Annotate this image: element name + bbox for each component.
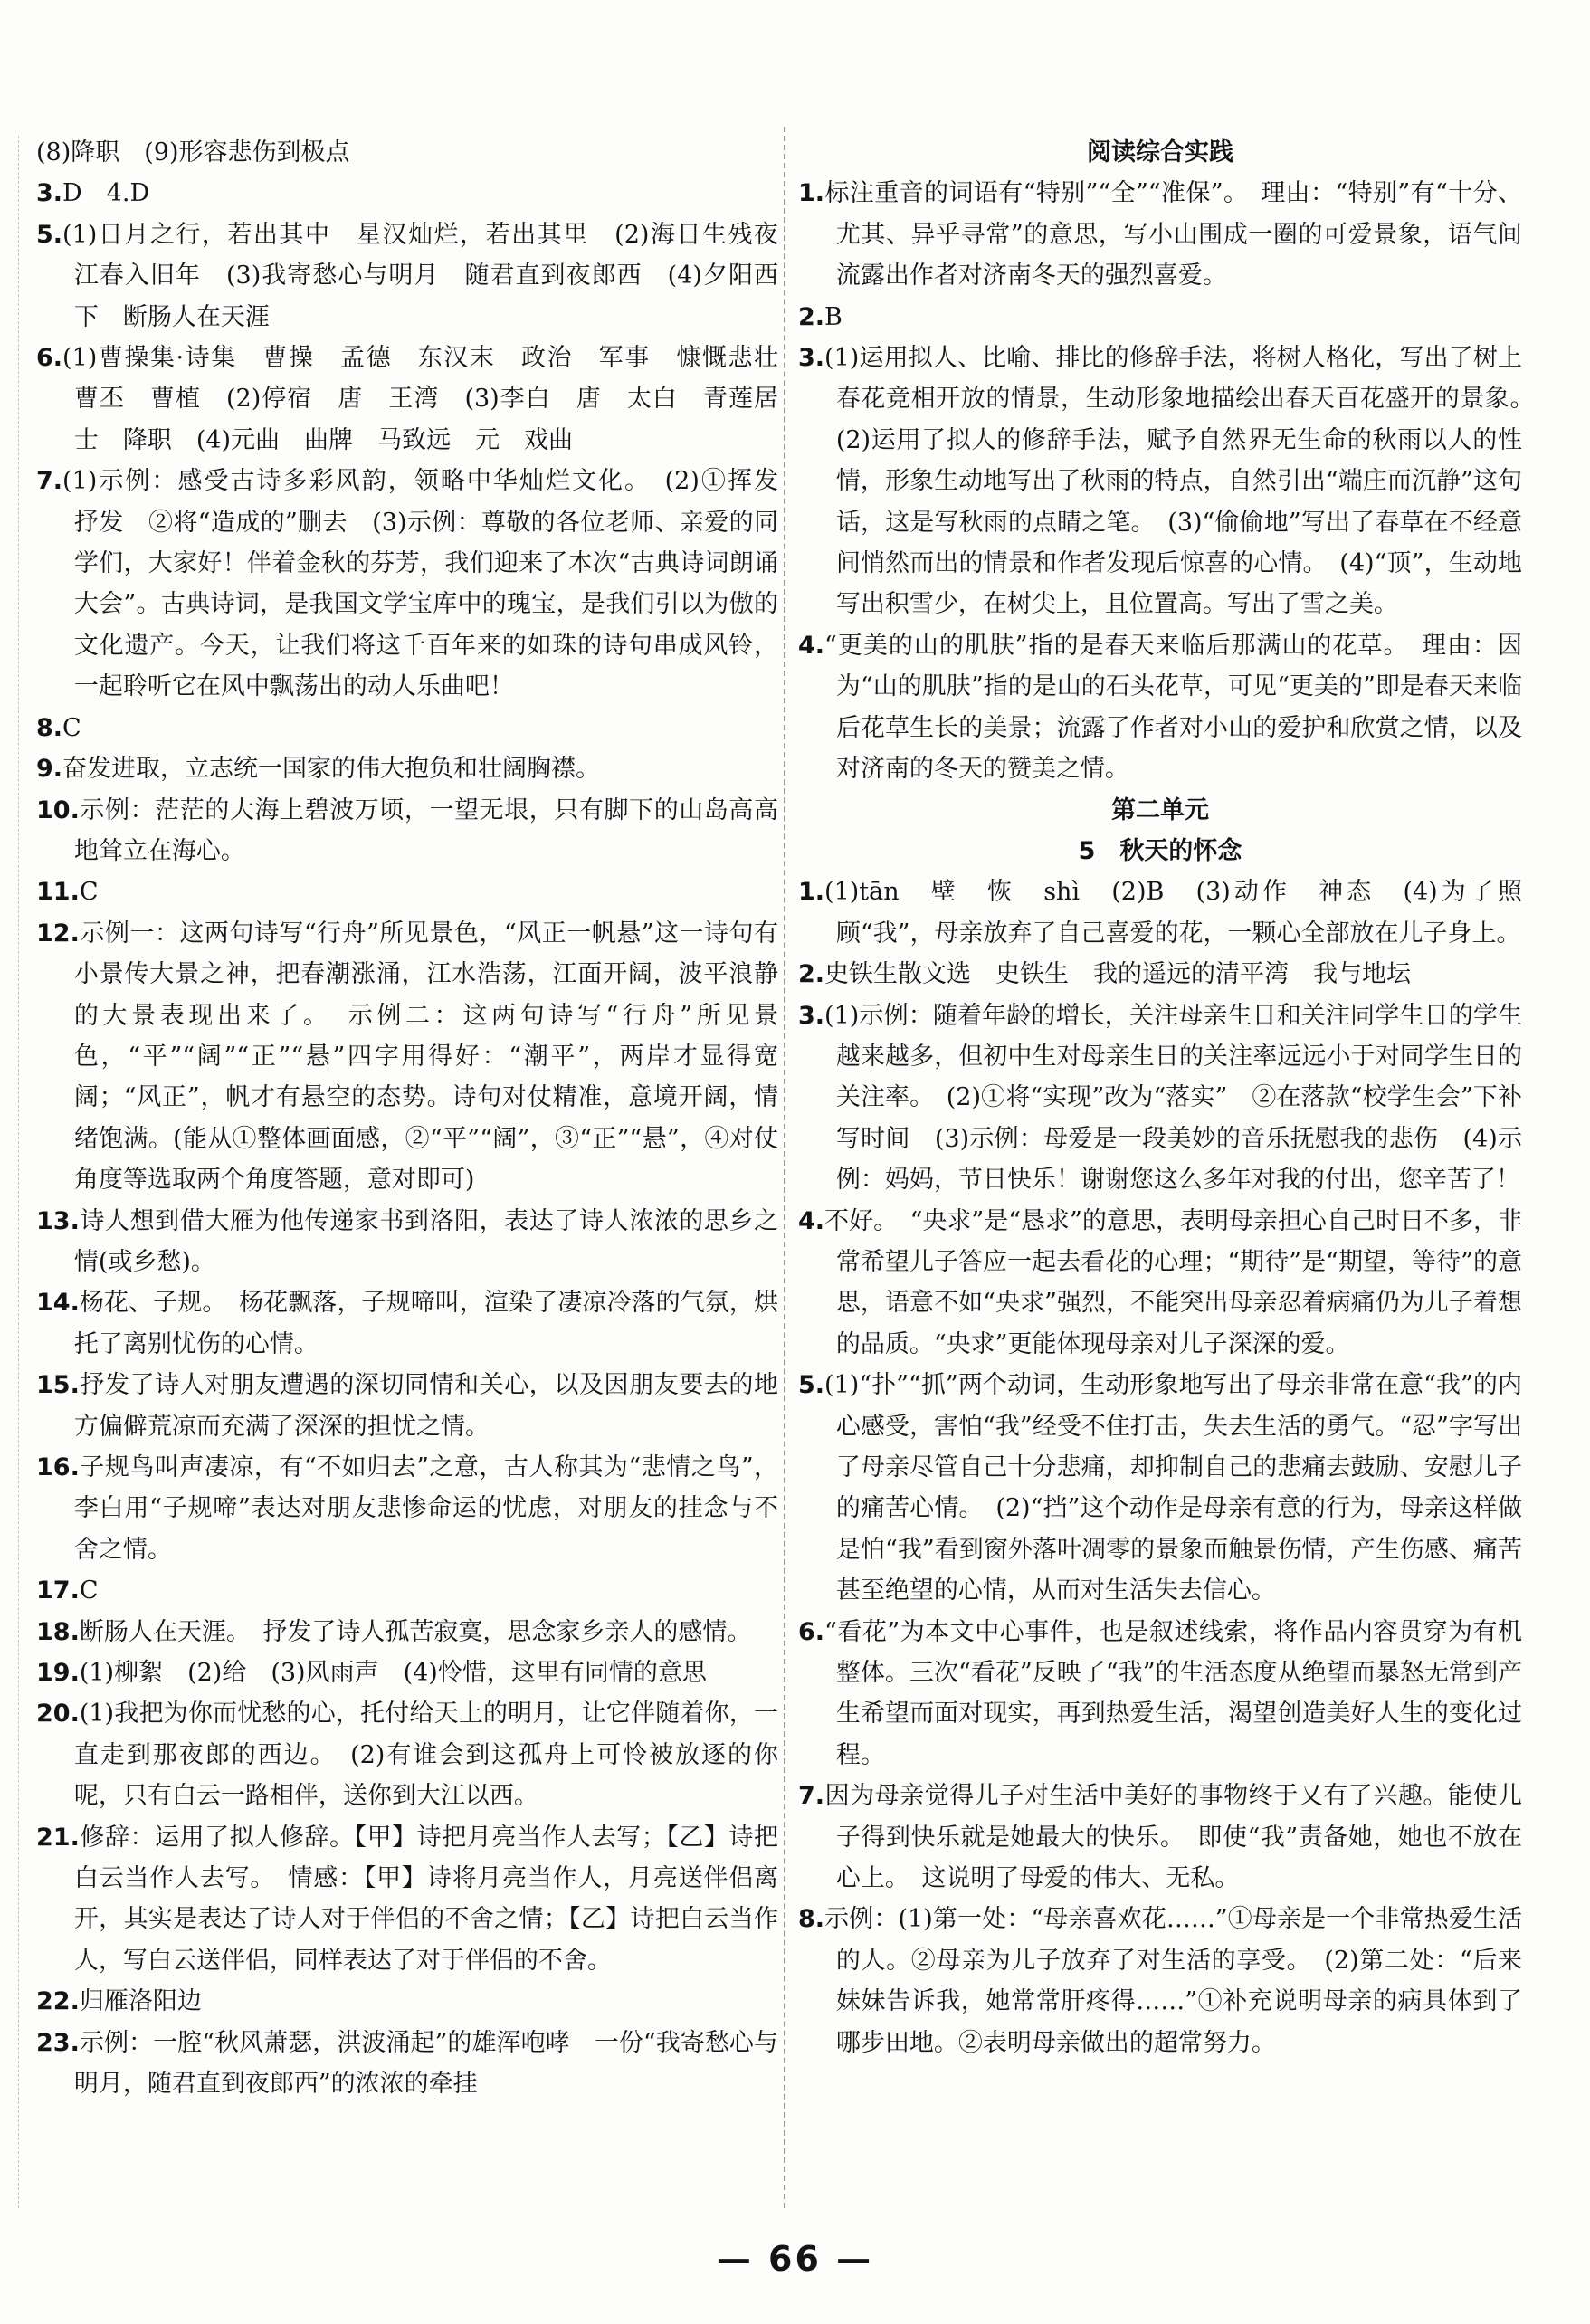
answer-item bbox=[36, 1201, 778, 1283]
answer-item bbox=[36, 1817, 778, 1982]
answer-number: 20. bbox=[36, 1700, 80, 1729]
answer-text: (1)曹操集·诗集 曹操 孟德 东汉末 政治 军事 慷慨悲壮 曹丕 曹植 (2)停宿 唐 王湾 (3)李白 唐 太白 青莲居士 降职 (4)元曲 曲牌 马致远 元 戏曲 bbox=[62, 344, 803, 454]
answer-number: 14. bbox=[36, 1289, 80, 1318]
answer-number: 2. bbox=[798, 302, 825, 331]
answer-number: 3. bbox=[36, 179, 63, 208]
answer-text: 断肠人在天涯。 抒发了诗人孤苦寂寞，思念家乡亲人的感情。 bbox=[79, 1617, 752, 1646]
answer-number: 4. bbox=[798, 631, 825, 660]
answer-text: (1)“扑”“抓”两个动词，生动形象地写出了母亲非常在意“我”的内心感受，害怕“我”经受不住打击，失去生活的勇气。“忍”字写出了母亲尽管自己十分悲痛，却抑制自己的悲痛去鼓励、安慰儿子的痛苦心情。 (2)“挡”这个动作是母亲有意的行为，母亲这样做是怕“我”看到窗外落叶凋零的景象而触景伤情，产生伤感、痛苦甚至绝望的心情，从而对生活失去信心。 bbox=[824, 1371, 1522, 1605]
answer-text: (1)运用拟人、比喻、排比的修辞手法，将树人格化，写出了树上春花竞相开放的情景，生动形象地描绘出春天百花盛开的景象。 (2)运用了拟人的修辞手法，赋予自然界无生命的秋雨以人的性情，形象生动地写出了秋雨的特点，自然引出“端庄而沉静”这句话，这是写秋雨的点睛之笔。 (3)“偷偷地”写出了春草在不经意间悄然而出的情景和作者发现后惊喜的心情。 (4)“顶”，生动地写出积雪少，在树尖上，且位置高。写出了雪之美。 bbox=[824, 344, 1547, 619]
answer-item bbox=[36, 1282, 778, 1365]
answer-item bbox=[798, 954, 1522, 995]
answer-item bbox=[798, 995, 1522, 1201]
answer-item bbox=[36, 748, 778, 789]
answer-text: “看花”为本文中心事件，也是叙述线索，将作品内容贯穿为有机整体。三次“看花”反映了“我”的生活态度从绝望而暴怒无常到产生希望而面对现实，再到热爱生活，渴望创造美好人生的变化过程。 bbox=[824, 1617, 1522, 1769]
reading-practice-answers bbox=[798, 173, 1547, 789]
answer-item bbox=[798, 338, 1547, 625]
answer-item bbox=[36, 1570, 778, 1611]
page-number: — 66 — bbox=[716, 2239, 874, 2279]
answer-text: 修辞：运用了拟人修辞。【甲】诗把月亮当作人去写；【乙】诗把白云当作人去写。 情感：【甲】诗将月亮当作人，月亮送伴侣离开，其实是表达了诗人对于伴侣的不舍之情；【乙】诗把白云当作人，写白云送伴侣，同样表达了对于伴侣的不舍。 bbox=[73, 1823, 778, 1975]
answer-text: (1)示例：随着年龄的增长，关注母亲生日和关注同学生日的学生越来越多，但初中生对母亲生日的关注率远远小于对同学生日的关注率。 (2)①将“实现”改为“落实” ②在落款“校学生会”下补写时间 (3)示例：母爱是一段美妙的音乐抚慰我的悲伤 (4)示例：妈妈，节日快乐！谢谢您这么多年对我的付出，您辛苦了！ bbox=[824, 1001, 1522, 1195]
answer-item bbox=[36, 790, 778, 872]
answer-item bbox=[36, 1447, 778, 1570]
answer-text: 标注重音的词语有“特别”“全”“准保”。 理由：“特别”有“十分、尤其、异乎寻常”的意思，写小山围成一圈的可爱景象，语气间流露出作者对济南冬天的强烈喜爱。 bbox=[824, 179, 1522, 290]
answer-item bbox=[798, 297, 1522, 338]
answer-text: (1)我把为你而忧愁的心，托付给天上的明月，让它伴随着你，一直走到那夜郎的西边。 (2)有谁会到这孤舟上可怜被放逐的你呢，只有白云一路相伴，送你到大江以西。 bbox=[73, 1700, 778, 1811]
answer-text: 示例：茫茫的大海上碧波万顷，一望无垠，只有脚下的山岛高高地耸立在海心。 bbox=[73, 795, 778, 865]
answer-number: 16. bbox=[36, 1453, 80, 1481]
answer-number: 8. bbox=[36, 713, 63, 742]
answer-text: C bbox=[79, 878, 99, 907]
answer-number: 1. bbox=[798, 179, 825, 208]
answer-item bbox=[36, 2023, 778, 2105]
answer-number: 5. bbox=[36, 220, 63, 249]
answer-text: C bbox=[79, 1576, 99, 1605]
answer-number: 4. bbox=[798, 1206, 825, 1235]
answer-item bbox=[798, 1365, 1522, 1611]
answer-number: 17. bbox=[36, 1576, 80, 1605]
answer-text: 奋发进取，立志统一国家的伟大抱负和壮阔胸襟。 bbox=[62, 755, 601, 784]
answer-number: 3. bbox=[798, 1001, 825, 1030]
answer-item bbox=[36, 1653, 778, 1693]
lesson-title: 5 秋天的怀念 bbox=[1078, 836, 1242, 865]
answer-item bbox=[36, 461, 803, 707]
answer-item bbox=[798, 173, 1522, 296]
answer-text: (1)柳絮 (2)给 (3)风雨声 (4)怜惜，这里有同情的意思 bbox=[79, 1659, 707, 1688]
answer-text: D 4.D bbox=[62, 179, 150, 208]
right-column bbox=[798, 132, 1547, 2063]
left-edge-rule bbox=[18, 136, 19, 2208]
answer-number: 6. bbox=[36, 344, 63, 373]
answer-number: 6. bbox=[798, 1617, 825, 1646]
answer-item bbox=[36, 913, 778, 1201]
answer-item bbox=[36, 1693, 778, 1816]
answer-item bbox=[798, 1201, 1522, 1366]
answer-item bbox=[798, 1776, 1522, 1899]
answer-text: 示例一：这两句诗写“行舟”所见景色，“风正一帆悬”这一诗句有小景传大景之神，把春潮涨涌，江水浩荡，江面开阔，波平浪静的大景表现出来了。 示例二：这两句诗写“行舟”所见景色，“平”“阔”“正”“悬”四字用得好：“潮平”，两岸才显得宽阔；“风正”，帆才有悬空的态势。诗句对仗精准，意境开阔，情绪饱满。(能从①整体画面感，②“平”“阔”，③“正”“悬”，④对仗角度等选取两个角度答题，意对即可) bbox=[73, 919, 778, 1195]
answer-number: 7. bbox=[798, 1782, 825, 1811]
answer-item bbox=[36, 132, 778, 173]
answer-number: 3. bbox=[798, 344, 825, 373]
answer-number: 21. bbox=[36, 1823, 80, 1852]
answer-text: 因为母亲觉得儿子对生活中美好的事物终于又有了兴趣。能使儿子得到快乐就是她最大的快乐。 即使“我”责备她，她也不放在心上。 这说明了母爱的伟大、无私。 bbox=[824, 1782, 1522, 1893]
answer-text: 归雁洛阳边 bbox=[79, 1987, 202, 2016]
answer-text: C bbox=[62, 713, 81, 742]
answer-item bbox=[36, 1981, 778, 2022]
answer-text: 史铁生散文选 史铁生 我的遥远的清平湾 我与地坛 bbox=[824, 960, 1412, 989]
column-divider bbox=[784, 127, 785, 2208]
answer-number: 12. bbox=[36, 919, 80, 948]
answer-text: 子规鸟叫声凄凉，有“不如归去”之意，古人称其为“悲情之鸟”，李白用“子规啼”表达对朋友悲惨命运的忧虑，对朋友的挂念与不舍之情。 bbox=[73, 1453, 778, 1564]
answer-item bbox=[36, 214, 803, 338]
answer-number: 8. bbox=[798, 1905, 825, 1934]
answer-item bbox=[798, 872, 1522, 954]
answer-item bbox=[36, 1365, 778, 1447]
answer-item bbox=[798, 1612, 1522, 1776]
answer-text: 抒发了诗人对朋友遭遇的深切同情和关心，以及因朋友要去的地方偏僻荒凉而充满了深深的担忧之情。 bbox=[73, 1371, 778, 1441]
answer-text: 示例：一腔“秋风萧瑟，洪波涌起”的雄浑咆哮 一份“我寄愁心与明月，随君直到夜郎西”的浓浓的牵挂 bbox=[73, 2028, 778, 2099]
lesson-answers bbox=[798, 872, 1522, 2063]
answer-text: 杨花、子规。 杨花飘落，子规啼叫，渲染了凄凉冷落的气氛，烘托了离别忧伤的心情。 bbox=[73, 1289, 778, 1358]
answer-text: “更美的山的肌肤”指的是春天来临后那满山的花草。 理由：因为“山的肌肤”指的是山的石头花草，可见“更美的”即是春天来临后花草生长的美景；流露了作者对小山的爱护和欣赏之情，以及对济南的冬天的赞美之情。 bbox=[824, 631, 1522, 784]
answer-number: 9. bbox=[36, 755, 63, 784]
answer-text: (1)示例：感受古诗多彩风韵，领略中华灿烂文化。 (2)①挥发 抒发 ②将“造成的”删去 (3)示例：尊敬的各位老师、亲爱的同学们，大家好！伴着金秋的芬芳，我们迎来了本次“古典诗词朗诵大会”。古典诗词，是我国文学宝库中的瑰宝，是我们引以为傲的文化遗产。今天，让我们将这千百年来的如珠的诗句串成风铃，一起聆听它在风中飘荡出的动人乐曲吧！ bbox=[62, 467, 803, 701]
answer-number: 19. bbox=[36, 1659, 80, 1688]
answer-item bbox=[798, 625, 1522, 790]
answer-text: (1)tān 壁 恢 shì (2)B (3)动作 神态 (4)为了照顾“我”，母亲放弃了自己喜爱的花，一颗心全部放在儿子身上。 bbox=[824, 878, 1522, 948]
answer-text: 不好。 “央求”是“恳求”的意思，表明母亲担心自己时日不多，非常希望儿子答应一起去看花的心理；“期待”是“期望，等待”的意思，语意不如“央求”强烈，不能突出母亲忍着病痛仍为儿子着想的品质。“央求”更能体现母亲对儿子深深的爱。 bbox=[824, 1206, 1522, 1358]
answer-number: 23. bbox=[36, 2028, 80, 2057]
answer-number: 22. bbox=[36, 1987, 80, 2016]
answer-text: 示例：(1)第一处：“母亲喜欢花……”①母亲是一个非常热爱生活的人。②母亲为儿子放弃了对生活的享受。 (2)第二处：“后来妹妹告诉我，她常常肝疼得……”①补充说明母亲的病具体到了哪步田地。②表明母亲做出的超常努力。 bbox=[824, 1905, 1522, 2057]
answer-item bbox=[36, 708, 778, 748]
answer-item bbox=[798, 1899, 1522, 2063]
unit-title: 第二单元 bbox=[1111, 795, 1209, 824]
answer-number: 7. bbox=[36, 467, 63, 496]
answer-item bbox=[36, 173, 778, 214]
answer-number: 2. bbox=[798, 960, 825, 989]
answer-text: 诗人想到借大雁为他传递家书到洛阳，表达了诗人浓浓的思乡之情(或乡愁)。 bbox=[73, 1206, 778, 1276]
answer-text: B bbox=[824, 302, 843, 331]
answer-item bbox=[36, 1612, 778, 1653]
answer-number: 13. bbox=[36, 1206, 80, 1235]
answer-number: 11. bbox=[36, 878, 80, 907]
left-column bbox=[36, 132, 803, 2105]
answer-item bbox=[36, 338, 803, 461]
answer-text: (1)日月之行，若出其中 星汉灿烂，若出其里 (2)海日生残夜 江春入旧年 (3)我寄愁心与明月 随君直到夜郎西 (4)夕阳西下 断肠人在天涯 bbox=[62, 220, 803, 331]
answer-number: 10. bbox=[36, 795, 80, 824]
answer-number: 18. bbox=[36, 1617, 80, 1646]
answer-text: (8)降职 (9)形容悲伤到极点 bbox=[36, 138, 350, 167]
answer-number: 15. bbox=[36, 1371, 80, 1400]
answer-number: 1. bbox=[798, 878, 825, 907]
answer-number: 5. bbox=[798, 1371, 825, 1400]
section-title-reading-practice: 阅读综合实践 bbox=[1087, 138, 1233, 167]
answer-item bbox=[36, 872, 778, 912]
